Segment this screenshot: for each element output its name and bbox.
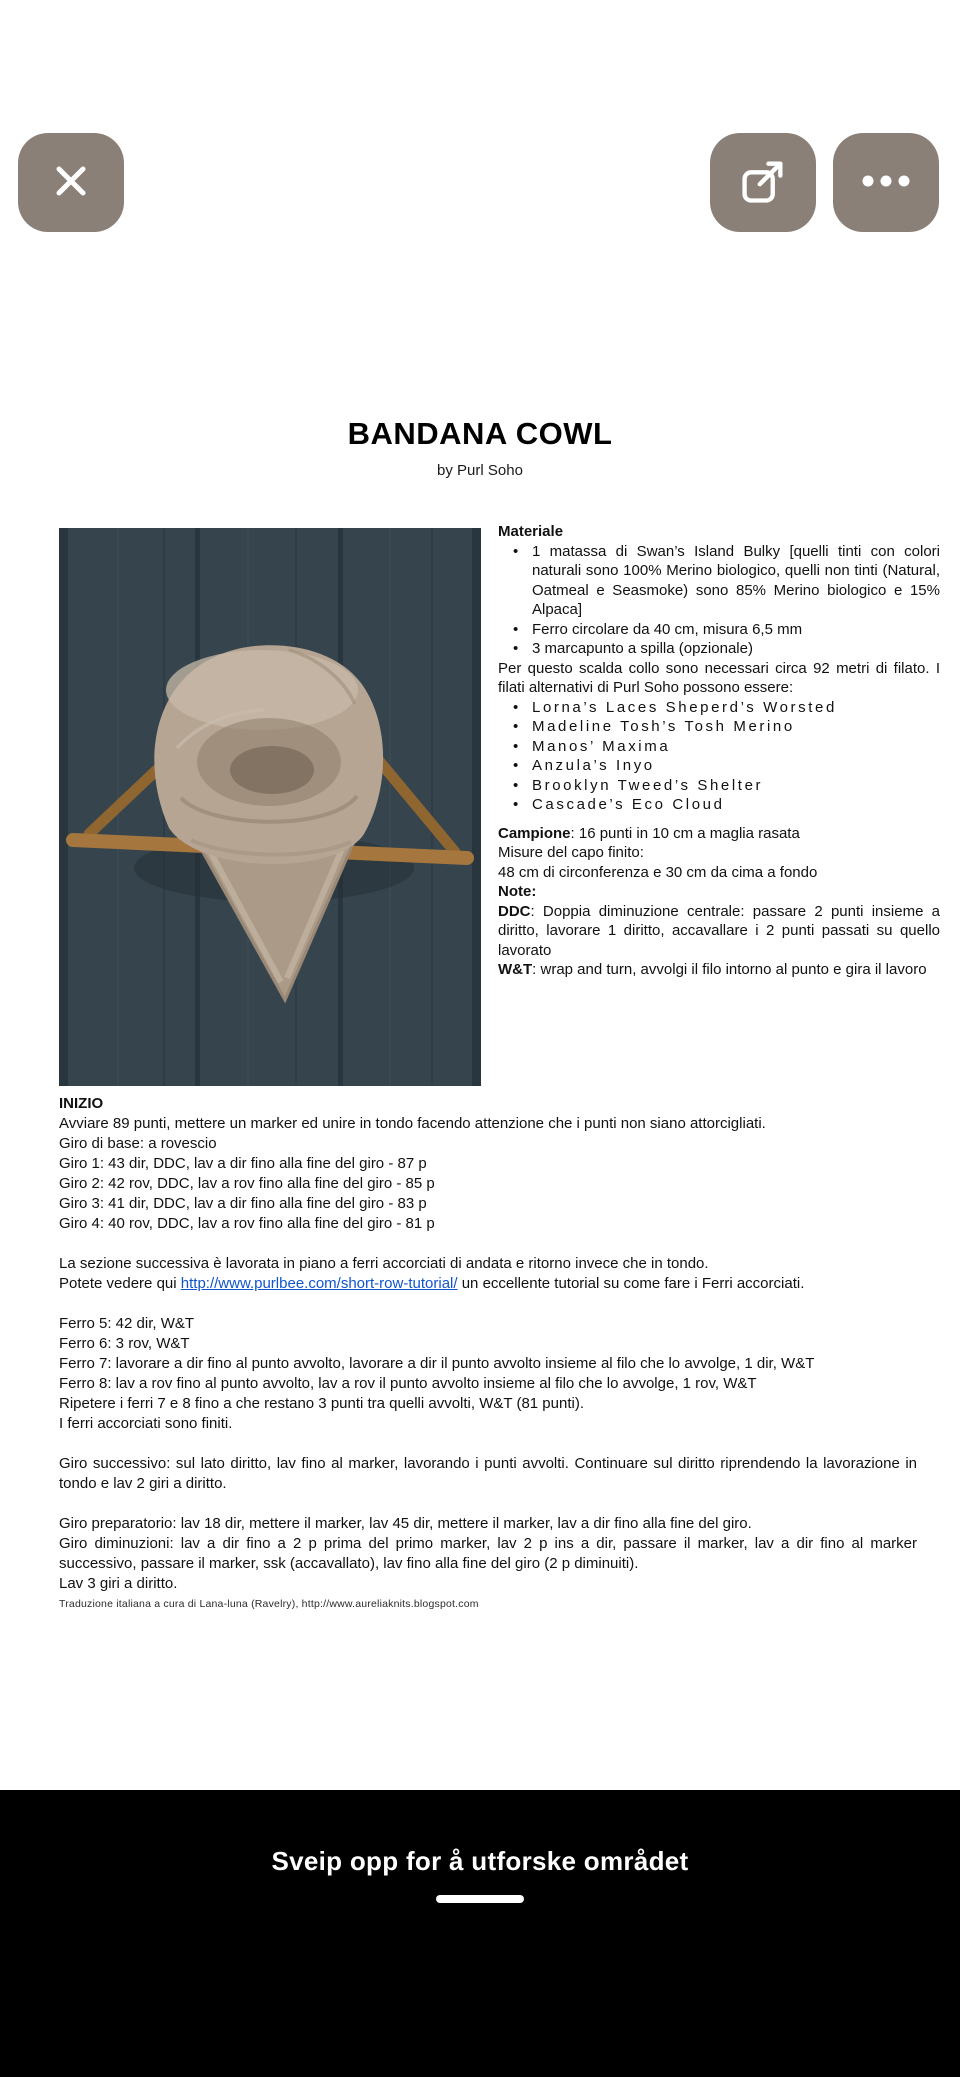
- spacer: [59, 1234, 917, 1254]
- alt-yarn-list: [498, 698, 940, 815]
- materials-section: [498, 522, 940, 980]
- pattern-line: Ferro 8: lav a rov fino al punto avvolto, lav a rov il punto avvolto insieme al filo che lo avvolge, 1 rov, W&T: [59, 1375, 757, 1392]
- pattern-line: Giro preparatorio: lav 18 dir, mettere il marker, lav 45 dir, mettere il marker, lav a dir fino alla fine del giro.: [59, 1515, 752, 1532]
- pattern-line: Avviare 89 punti, mettere un marker ed unire in tondo facendo attenzione che i punti non siano attorcigliati.: [59, 1115, 766, 1132]
- pattern-line: Ferro 5: 42 dir, W&T: [59, 1315, 195, 1332]
- more-icon: [856, 171, 916, 194]
- alt-yarn: • Anzula’s Inyo: [498, 756, 940, 776]
- swipe-up-overlay[interactable]: [0, 1790, 960, 2077]
- open-external-button[interactable]: [710, 133, 816, 232]
- close-button[interactable]: [18, 133, 124, 232]
- close-icon: [47, 157, 95, 208]
- share-icon: [737, 155, 789, 210]
- material-bullet: • Ferro circolare da 40 cm, misura 6,5 mm: [498, 620, 940, 640]
- pattern-line: Giro 1: 43 dir, DDC, lav a dir fino alla fine del giro - 87 p: [59, 1155, 427, 1172]
- pattern-line: Giro di base: a rovescio: [59, 1135, 217, 1152]
- alt-yarn: • Brooklyn Tweed’s Shelter: [498, 776, 940, 796]
- note-heading: Note:: [498, 883, 537, 900]
- material-bullet: • 3 marcapunto a spilla (opzionale): [498, 639, 940, 659]
- pattern-line: Giro successivo: sul lato diritto, lav fino al marker, lavorando i punti avvolti. Continuare sul diritto riprendendo la lavorazione in tondo e lav 2 giri a diritto.: [59, 1455, 917, 1492]
- pattern-line: Giro diminuzioni: lav a dir fino a 2 p prima del primo marker, lav 2 p ins a dir, passare il marker, lav a dir fino al marker successivo, passare il marker, ssk (accavallato), lav fino alla fine del giro (2 p diminuiti).: [59, 1535, 917, 1572]
- translation-credit: Traduzione italiana a cura di Lana-luna (Ravelry), http://www.aureliaknits.blogspot.com: [59, 1598, 479, 1610]
- size-line: Misure del capo finito:: [498, 844, 644, 861]
- tutorial-line: Potete vedere qui http://www.purlbee.com/short-row-tutorial/ un eccellente tutorial su come fare i Ferri accorciati.: [59, 1275, 805, 1292]
- spacer: [59, 1494, 917, 1514]
- pattern-line: Giro 2: 42 rov, DDC, lav a rov fino alla fine del giro - 85 p: [59, 1175, 435, 1192]
- gauge-line: Campione: 16 punti in 10 cm a maglia rasata: [498, 824, 800, 842]
- short-row-tutorial-link[interactable]: http://www.purlbee.com/short-row-tutorial/: [180, 1275, 458, 1292]
- pattern-title: BANDANA COWL: [347, 416, 613, 451]
- pattern-line: La sezione successiva è lavorata in piano a ferri accorciati di andata e ritorno invece che in tondo.: [59, 1255, 709, 1272]
- inizio-heading: INIZIO: [59, 1095, 104, 1112]
- alt-yarn: • Lorna’s Laces Sheperd’s Worsted: [498, 698, 940, 718]
- swipe-up-hint: Sveip opp for å utforske området: [271, 1846, 689, 1876]
- materials-list: [498, 542, 940, 659]
- pattern-byline: by Purl Soho: [437, 462, 523, 479]
- more-options-button[interactable]: [833, 133, 939, 232]
- pattern-line: Lav 3 giri a diritto.: [59, 1575, 178, 1592]
- material-bullet: • 1 matassa di Swan’s Island Bulky [quelli tinti con colori naturali sono 100% Merino biologico, quelli non tinti (Natural, Oatmeal e Seasmoke) sono 85% Merino biologico e 15% Alpaca]: [498, 542, 940, 620]
- spacer: [59, 1434, 917, 1454]
- alt-yarn: • Madeline Tosh’s Tosh Merino: [498, 717, 940, 737]
- spacer: [59, 1294, 917, 1314]
- pattern-line: Giro 4: 40 rov, DDC, lav a rov fino alla fine del giro - 81 p: [59, 1215, 435, 1232]
- size-line: 48 cm di circonferenza e 30 cm da cima a fondo: [498, 863, 818, 881]
- wt-definition: W&T: wrap and turn, avvolgi il filo intorno al punto e gira il lavoro: [498, 961, 927, 978]
- pattern-line: Ferro 7: lavorare a dir fino al punto avvolto, lavorare a dir il punto avvolto insieme al filo che lo avvolge, 1 dir, W&T: [59, 1355, 815, 1372]
- alt-yarn: • Cascade’s Eco Cloud: [498, 795, 940, 815]
- home-indicator[interactable]: [436, 1895, 524, 1903]
- ddc-definition: DDC: Doppia diminuzione centrale: passare 2 punti insieme a diritto, lavorare 1 diritto, accavallare i 2 punti passati su quello lavorato: [498, 902, 940, 959]
- alt-yarn-intro: Per questo scalda collo sono necessari circa 92 metri di filato. I filati alternativi di Purl Soho possono essere:: [498, 659, 940, 696]
- alt-yarn: • Manos’ Maxima: [498, 737, 940, 757]
- pattern-line: Ripetere i ferri 7 e 8 fino a che restano 3 punti tra quelli avvolti, W&T (81 punti).: [59, 1395, 584, 1412]
- gauge-block: [498, 824, 940, 980]
- materials-heading: Materiale: [498, 523, 564, 540]
- pattern-body: [59, 1094, 917, 1614]
- pattern-line: Giro 3: 41 dir, DDC, lav a dir fino alla fine del giro - 83 p: [59, 1195, 427, 1212]
- pattern-line: Ferro 6: 3 rov, W&T: [59, 1335, 190, 1352]
- cowl-photo: [59, 528, 481, 1086]
- pattern-line: I ferri accorciati sono finiti.: [59, 1415, 233, 1432]
